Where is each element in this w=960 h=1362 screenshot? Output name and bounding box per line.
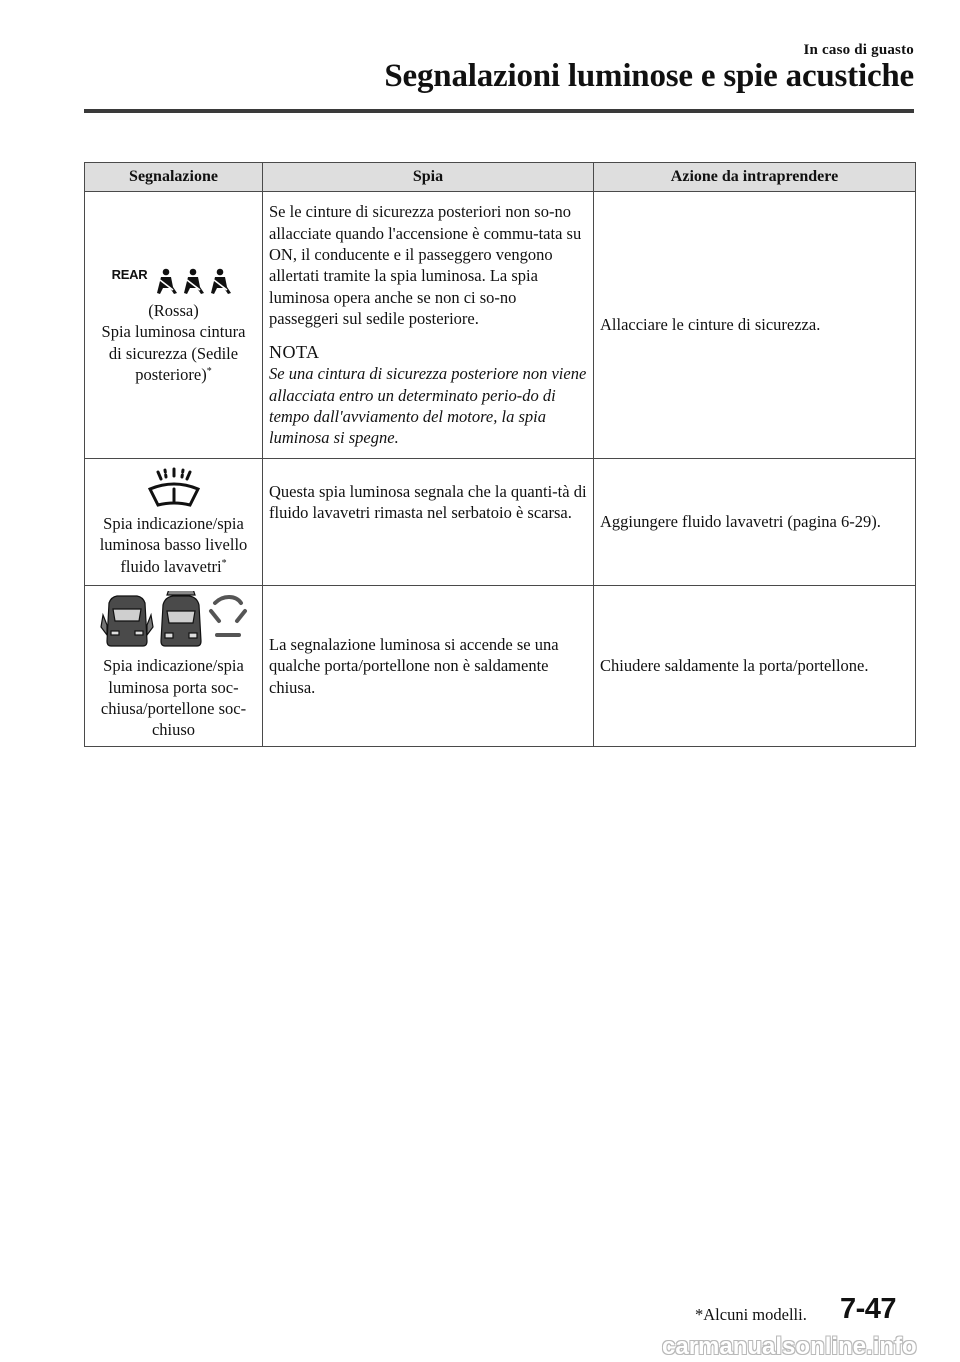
signal-name-line: chiusa/portellone soc- (100, 699, 247, 718)
page-title: Segnalazioni luminose e spie acustiche (384, 58, 914, 94)
section-label: In caso di guasto (803, 42, 914, 58)
table-row (85, 192, 916, 459)
description-text: Se le cinture di sicurezza posteriori non so-no allacciate quando l'accensione è commu-tata su ON, il conducente e il passeggero vengono allertati tramite la spia luminosa. La spia luminosa opera anche se non ci so-no passeggeri sul sedile posteriore. (269, 202, 582, 329)
column-header-segnalazione: Segnalazione (85, 163, 263, 192)
description-cell: La segnalazione luminosa si accende se una qualche porta/portellone non è saldamente chiusa. (263, 586, 594, 747)
signal-name-text: posteriore) (135, 365, 207, 385)
column-header-spia: Spia (263, 163, 594, 192)
optional-model-mark: * (206, 366, 212, 378)
signal-name-line (91, 364, 256, 385)
optional-model-mark: * (221, 557, 227, 569)
seatbelt-person-icons (155, 268, 235, 296)
table-row (85, 459, 916, 586)
note-text: Se una cintura di sicurezza posteriore non viene allacciata entro un determinato perio-do di tempo dall'avviamento del motore, la spia luminosa si spegne. (269, 364, 587, 448)
signal-cell (85, 586, 263, 747)
rear-label: REAR (111, 267, 148, 283)
signal-cell (85, 192, 263, 459)
table-header-row (85, 163, 916, 192)
action-cell: Chiudere saldamente la porta/portellone. (594, 586, 916, 747)
description-cell: Questa spia luminosa segnala che la quanti-tà di fluido lavavetri rimasta nel serbatoio è scarsa. (263, 459, 594, 586)
door-icon-wrapper (91, 591, 256, 651)
signal-name-line: Spia indicazione/spia (103, 513, 244, 533)
signal-cell (85, 459, 263, 586)
signal-name-line: Spia luminosa cintura (101, 322, 246, 342)
page-number: 7-47 (840, 1293, 897, 1325)
signal-name-line: luminosa basso livello (99, 535, 248, 555)
signal-name-line (91, 556, 256, 577)
signal-color: (Rossa) (148, 300, 199, 320)
footnote: *Alcuni modelli. (695, 1305, 807, 1324)
signal-name-text: fluido lavavetri (120, 556, 222, 576)
washer-fluid-icon (144, 467, 204, 509)
watermark: carmanualsonline.info (662, 1333, 917, 1360)
signal-name-line: Spia indicazione/spia (103, 656, 244, 676)
rear-seatbelt-warning-icon (91, 264, 256, 295)
washer-icon-wrapper (91, 467, 256, 509)
door-ajar-icon (99, 591, 249, 651)
header-rule (84, 109, 914, 113)
signal-name-line: di sicurezza (Sedile (108, 343, 239, 363)
signal-name-line: luminosa porta soc- (108, 677, 239, 697)
action-cell: Aggiungere fluido lavavetri (pagina 6-29). (594, 459, 916, 586)
description-cell (263, 192, 594, 459)
table-row (85, 586, 916, 747)
note-title: NOTA (269, 341, 320, 362)
column-header-azione: Azione da intraprendere (594, 163, 916, 192)
signal-name-line: chiuso (151, 720, 196, 740)
action-cell: Allacciare le cinture di sicurezza. (594, 192, 916, 459)
warning-lights-table (84, 162, 916, 747)
